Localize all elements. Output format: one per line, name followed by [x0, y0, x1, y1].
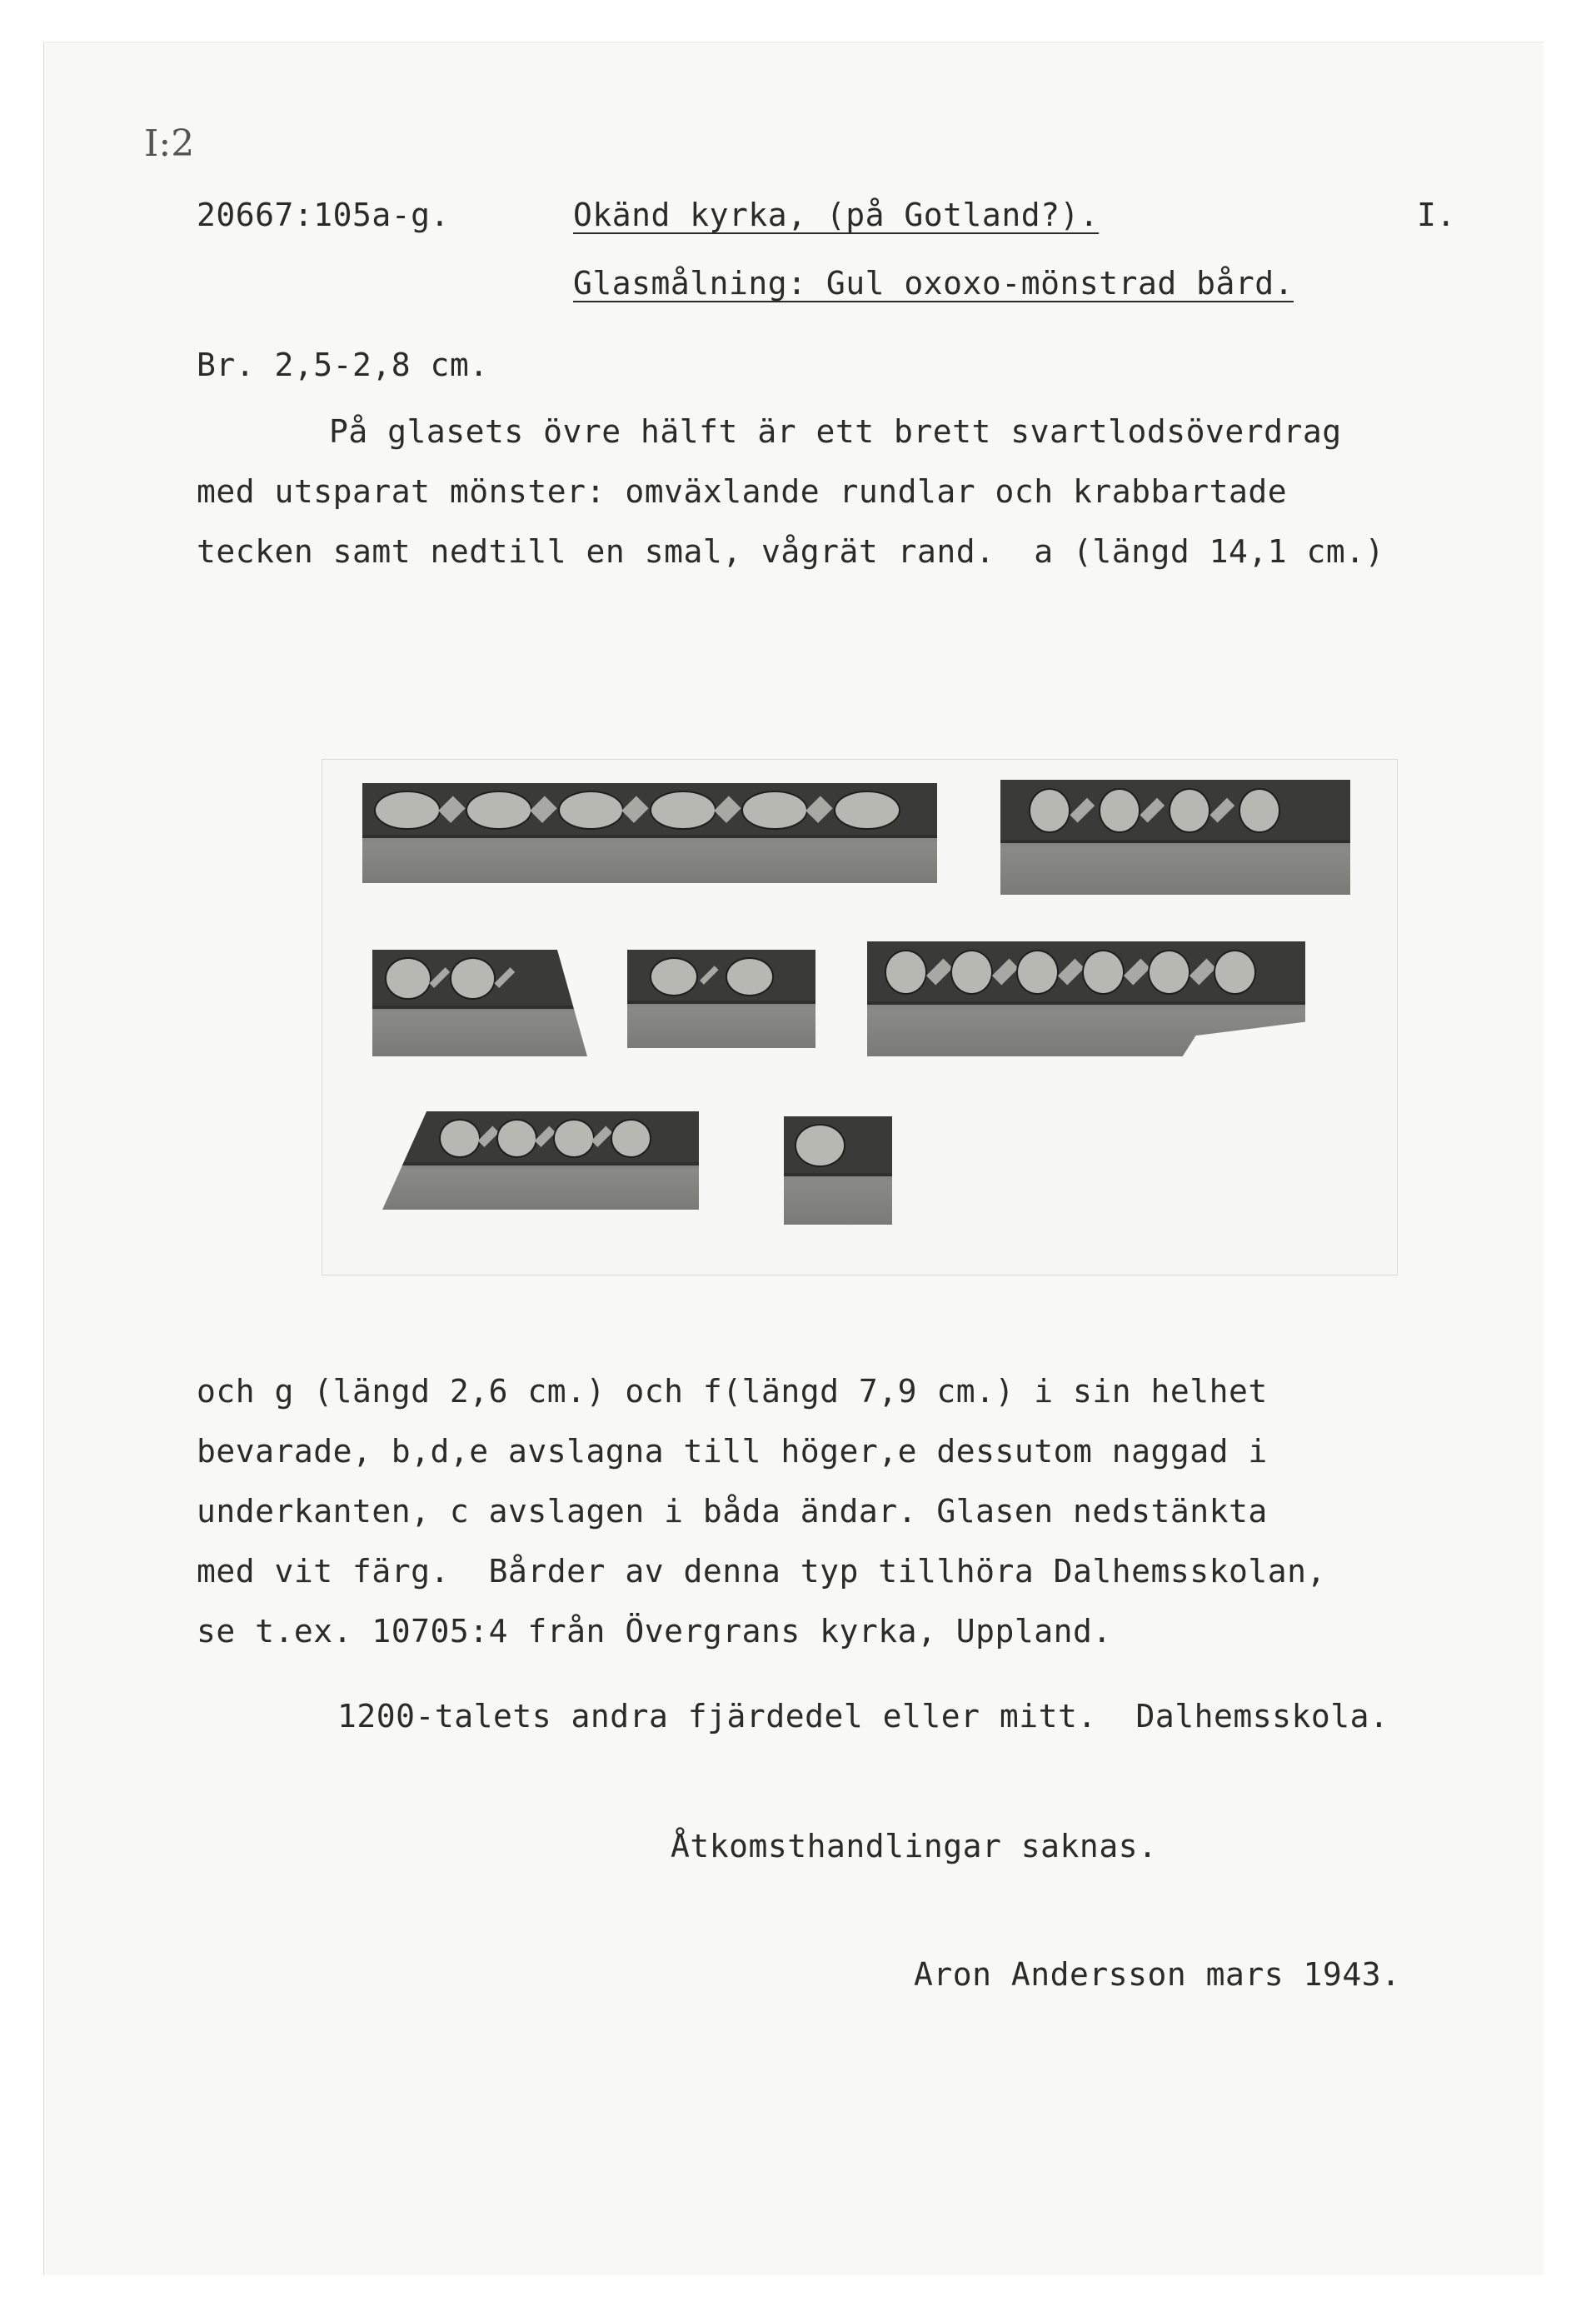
para1-line3: tecken samt nedtill en smal, vågrät rand. a (längd 14,1 cm.): [197, 533, 1385, 570]
fragment-a: [362, 783, 937, 883]
fragment-g: [784, 1116, 892, 1225]
catalog-card: [43, 42, 1544, 2275]
subject-title: Glasmålning: Gul oxoxo-mönstrad bård.: [573, 265, 1294, 302]
signature-line: Aron Andersson mars 1943.: [914, 1956, 1401, 1993]
fragment-e: [867, 941, 1305, 1056]
dating-line: 1200-talets andra fjärdedel eller mitt. Dalhemsskola.: [337, 1698, 1389, 1735]
fragment-b: [1000, 780, 1350, 895]
handwritten-reference: I:2: [144, 122, 195, 165]
fragment-f: [382, 1111, 699, 1210]
acquisition-note: Åtkomsthandlingar saknas.: [671, 1828, 1158, 1864]
para2-line3: underkanten, c avslagen i båda ändar. Glasen nedstänkta: [197, 1493, 1268, 1530]
para2-line1: och g (längd 2,6 cm.) och f(längd 7,9 cm.) i sin helhet: [197, 1373, 1268, 1410]
width-measure: Br. 2,5-2,8 cm.: [197, 347, 489, 383]
para2-line2: bevarade, b,d,e avslagna till höger,e dessutom naggad i: [197, 1433, 1268, 1470]
fragment-c: [372, 950, 587, 1056]
fragment-d: [627, 950, 815, 1048]
glass-fragments-photo: [322, 759, 1398, 1275]
catalog-number: 20667:105a-g.: [197, 197, 450, 233]
para2-line4: med vit färg. Bårder av denna typ tillhöra Dalhemsskolan,: [197, 1553, 1326, 1590]
para1-line2: med utsparat mönster: omväxlande rundlar och krabbartade: [197, 473, 1288, 510]
para1-line1: På glasets övre hälft är ett brett svartlodsöverdrag: [329, 413, 1342, 450]
roman-numeral: I.: [1417, 197, 1456, 233]
para2-line5: se t.ex. 10705:4 från Övergrans kyrka, Uppland.: [197, 1613, 1112, 1650]
location-title: Okänd kyrka, (på Gotland?).: [573, 197, 1100, 233]
